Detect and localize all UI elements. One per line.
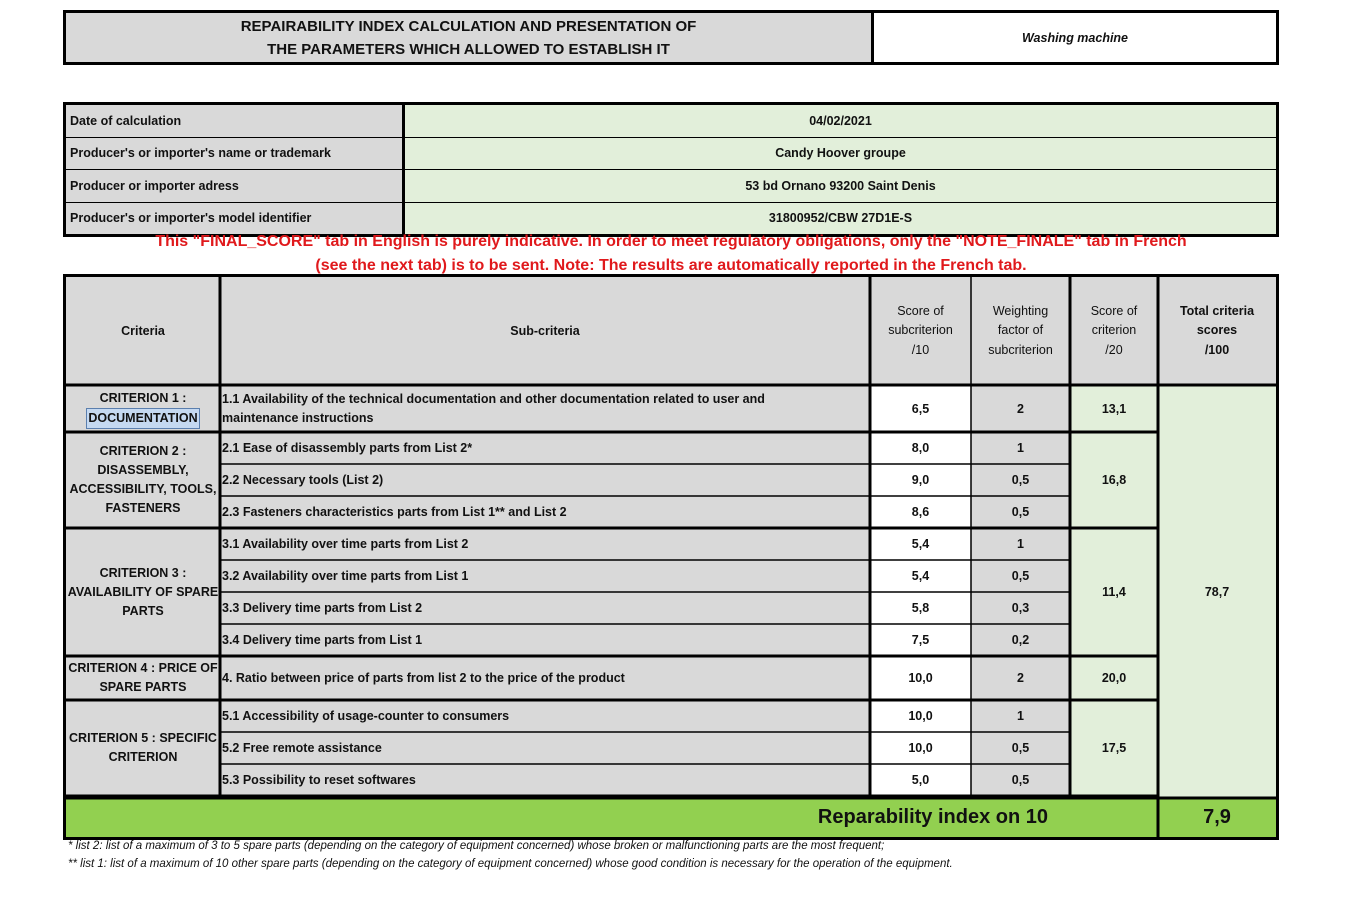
text-line: CRITERION — [108, 750, 178, 764]
title-line-2: THE PARAMETERS WHICH ALLOWED TO ESTABLISH IT — [267, 40, 670, 58]
col-header-score-criterion — [1070, 277, 1158, 385]
cell-text — [888, 302, 953, 361]
subcriterion-label — [220, 764, 870, 796]
cell-text — [68, 564, 218, 621]
info-label: Producer's or importer's name or trademark — [66, 138, 405, 170]
text-line: PARTS — [122, 603, 164, 618]
criterion-4-name — [66, 656, 220, 700]
subcriterion-score: 10,0 — [870, 700, 971, 732]
text-line: CRITERION 1 : — [99, 390, 187, 405]
criterion-5-score: 17,5 — [1070, 700, 1158, 796]
text-line: maintenance instructions — [222, 410, 374, 425]
cell-text — [1180, 302, 1254, 361]
cell-text — [222, 771, 416, 790]
text-line: 2.2 Necessary tools (List 2) — [222, 472, 384, 487]
text-line: 1.1 Availability of the technical documentation and other documentation related to user and — [222, 391, 765, 406]
cell-text — [68, 659, 217, 697]
criterion-3-score: 11,4 — [1070, 528, 1158, 656]
info-value: Candy Hoover groupe — [405, 138, 1276, 170]
cell-text — [222, 471, 383, 490]
reparability-index-label: Reparability index on 10 — [66, 798, 1158, 837]
subcriterion-weight: 0,5 — [971, 496, 1070, 528]
subcriterion-label — [220, 732, 870, 764]
note-line-2: (see the next tab) is to be sent. Note: The results are automatically reported in the French tab. — [315, 256, 1027, 274]
criterion-2-name — [66, 432, 220, 528]
cell-text — [222, 669, 625, 688]
cell-text — [222, 599, 422, 618]
note-line-1: This "FINAL_SCORE" tab in English is purely indicative. In order to meet regulatory obligations, only the "NOTE_FINALE" tab in French — [155, 233, 1187, 250]
text-line: CRITERION 5 : SPECIFIC — [69, 731, 217, 745]
subcriterion-weight: 0,2 — [971, 624, 1070, 656]
text-line: 3.3 Delivery time parts from List 2 — [222, 600, 423, 615]
subcriterion-label — [220, 464, 870, 496]
subcriterion-weight: 1 — [971, 528, 1070, 560]
cell-text — [222, 535, 468, 554]
text-line: 3.4 Delivery time parts from List 1 — [222, 632, 423, 647]
subcriterion-weight: 1 — [971, 432, 1070, 464]
text-line: /20 — [1105, 342, 1123, 357]
text-line: DISASSEMBLY, — [97, 463, 189, 477]
producer-info-table — [63, 102, 1279, 237]
text-line: /10 — [911, 342, 930, 357]
info-label: Producer's or importer's model identifier — [66, 203, 405, 235]
subcriterion-score: 7,5 — [870, 624, 971, 656]
text-line: AVAILABILITY OF SPARE — [67, 584, 219, 599]
text-line: scores — [1196, 323, 1238, 338]
text-line: Weighting — [992, 303, 1049, 318]
cell-text — [1091, 302, 1138, 361]
col-header-weight — [971, 277, 1070, 385]
text-line: 5.3 Possibility to reset softwares — [222, 772, 416, 787]
subcriterion-label — [220, 385, 870, 432]
subcriterion-score: 5,4 — [870, 528, 971, 560]
criterion-2-score: 16,8 — [1070, 432, 1158, 528]
info-label: Date of calculation — [66, 105, 405, 137]
product-category: Washing machine — [1021, 30, 1129, 45]
cell-text — [222, 503, 567, 522]
subcriterion-label — [220, 528, 870, 560]
text-line: 5.1 Accessibility of usage-counter to consumers — [222, 708, 510, 723]
subcriterion-weight: 0,5 — [971, 464, 1070, 496]
subcriterion-weight: 0,3 — [971, 592, 1070, 624]
cell-text — [69, 442, 216, 518]
col-header-score-sub — [870, 277, 971, 385]
criterion-3-name — [66, 528, 220, 656]
cell-text — [69, 729, 217, 767]
subcriterion-label — [220, 700, 870, 732]
subcriterion-score: 6,5 — [870, 385, 971, 432]
text-line: CRITERION 4 : PRICE OF — [68, 661, 218, 675]
text-line: /100 — [1204, 342, 1230, 357]
title-line-1: REPAIRABILITY INDEX CALCULATION AND PRESENTATION OF — [240, 17, 697, 35]
criterion-1-score: 13,1 — [1070, 385, 1158, 432]
text-line: 3.1 Availability over time parts from List 2 — [222, 536, 469, 551]
text-line: ACCESSIBILITY, TOOLS, — [69, 482, 217, 496]
cell-text — [222, 631, 422, 650]
footnote-list-1: ** list 1: list of a maximum of 10 other spare parts (depending on the category of equipment concerned) whose good condition is necessary for the operation of the equipment. — [68, 858, 953, 870]
cell-text — [222, 567, 468, 586]
col-header-subcriteria: Sub-criteria — [220, 277, 870, 385]
cell-text — [988, 302, 1053, 361]
text-line: DOCUMENTATION — [86, 408, 199, 429]
cell-text — [86, 389, 199, 429]
subcriterion-score: 5,4 — [870, 560, 971, 592]
subcriterion-score: 10,0 — [870, 732, 971, 764]
cell-text — [222, 439, 472, 458]
subcriterion-weight: 2 — [971, 656, 1070, 700]
info-value: 04/02/2021 — [405, 105, 1276, 137]
text-line: SPARE PARTS — [99, 680, 187, 694]
text-line: CRITERION 2 : — [99, 444, 187, 458]
text-line: 2.3 Fasteners characteristics parts from List 1** and List 2 — [222, 504, 567, 519]
info-row — [66, 170, 1276, 203]
subcriterion-score: 5,8 — [870, 592, 971, 624]
cell-text — [222, 707, 509, 726]
subcriterion-label — [220, 432, 870, 464]
criterion-4-score: 20,0 — [1070, 656, 1158, 700]
subcriterion-score: 9,0 — [870, 464, 971, 496]
subcriterion-score: 8,0 — [870, 432, 971, 464]
subcriterion-weight: 0,5 — [971, 732, 1070, 764]
text-line: 2.1 Ease of disassembly parts from List 2* — [222, 440, 473, 455]
subcriterion-score: 8,6 — [870, 496, 971, 528]
subcriterion-label — [220, 560, 870, 592]
text-line: factor of — [997, 323, 1044, 338]
subcriterion-label — [220, 624, 870, 656]
info-row — [66, 138, 1276, 171]
subcriterion-score: 10,0 — [870, 656, 971, 700]
col-header-total — [1158, 277, 1276, 385]
col-header-criteria: Criteria — [66, 277, 220, 385]
report-header — [63, 10, 1279, 65]
text-line: subcriterion — [988, 342, 1053, 357]
cell-text — [222, 739, 382, 758]
reparability-index-value: 7,9 — [1158, 798, 1276, 837]
text-line: criterion — [1091, 323, 1137, 338]
info-row — [66, 105, 1276, 138]
text-line: Score of — [1090, 303, 1138, 318]
info-value: 31800952/CBW 27D1E-S — [405, 203, 1276, 235]
info-label: Producer or importer adress — [66, 170, 405, 202]
subcriterion-label — [220, 656, 870, 700]
subcriterion-label — [220, 496, 870, 528]
text-line: CRITERION 3 : — [99, 565, 187, 580]
report-title — [66, 13, 874, 62]
subcriterion-weight: 0,5 — [971, 764, 1070, 796]
subcriterion-weight: 1 — [971, 700, 1070, 732]
total-criteria-score: 78,7 — [1158, 385, 1276, 798]
text-line: 4. Ratio between price of parts from list 2 to the price of the product — [222, 670, 625, 685]
regulatory-note — [63, 230, 1279, 277]
subcriterion-label — [220, 592, 870, 624]
subcriterion-weight: 2 — [971, 385, 1070, 432]
text-line: subcriterion — [888, 323, 953, 338]
footnote-list-2: * list 2: list of a maximum of 3 to 5 spare parts (depending on the category of equipment concerned) whose broken or malfunctioning parts are the most frequent; — [68, 840, 885, 852]
criterion-5-name — [66, 700, 220, 796]
text-line: 5.2 Free remote assistance — [222, 740, 382, 755]
text-line: Total criteria — [1179, 303, 1255, 318]
text-line: 3.2 Availability over time parts from List 1 — [222, 568, 469, 583]
cell-text — [222, 390, 765, 428]
subcriterion-score: 5,0 — [870, 764, 971, 796]
scoring-table — [63, 274, 1279, 840]
text-line: FASTENERS — [105, 501, 181, 515]
subcriterion-weight: 0,5 — [971, 560, 1070, 592]
info-value: 53 bd Ornano 93200 Saint Denis — [405, 170, 1276, 202]
criterion-1-name — [66, 385, 220, 432]
text-line: Score of — [897, 303, 944, 318]
